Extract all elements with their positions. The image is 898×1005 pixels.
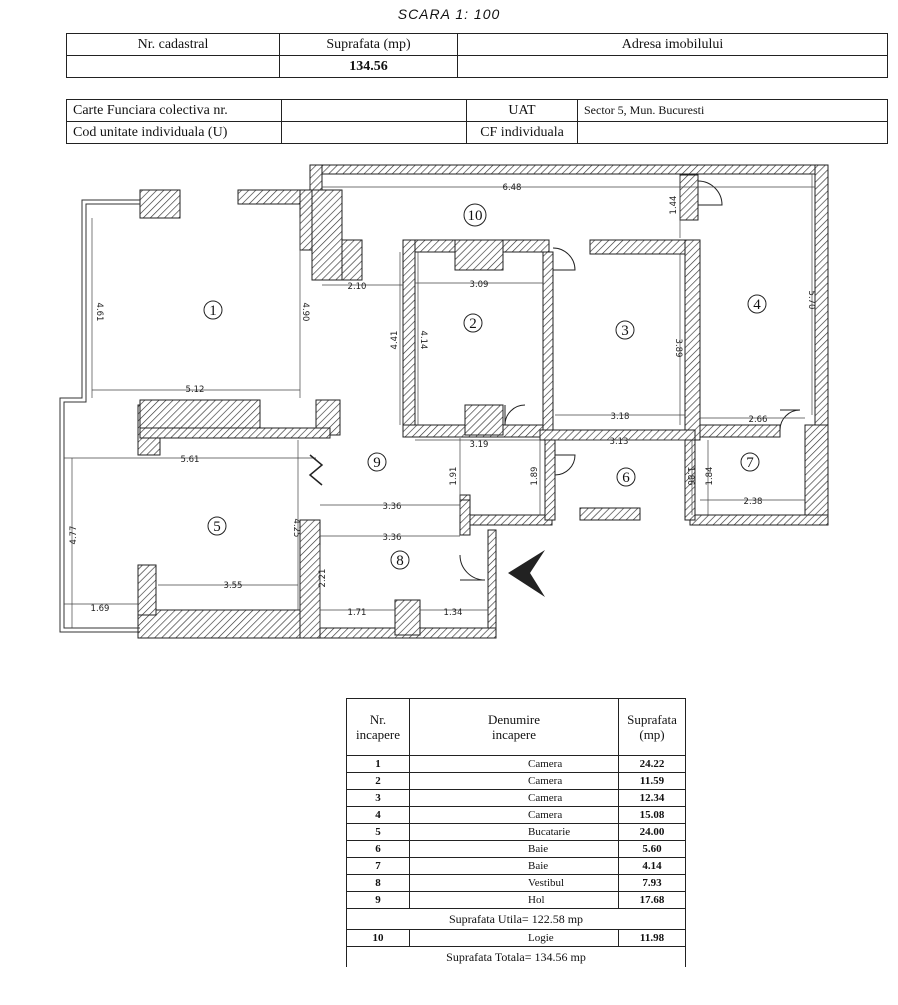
scale-label: SCARA 1: 100 <box>397 6 501 22</box>
room-name: Camera <box>410 790 619 807</box>
rooms-col-suprafata: Suprafata (mp) <box>619 699 686 756</box>
room-area: 7.93 <box>619 875 686 892</box>
dimension-label: 1.34 <box>443 608 463 618</box>
room-area: 11.59 <box>619 773 686 790</box>
dimension-label: 2.21 <box>318 568 328 588</box>
room-nr: 2 <box>347 773 410 790</box>
radiator-symbol <box>310 455 322 485</box>
room-number: 3 <box>621 323 629 339</box>
room-row <box>347 790 686 807</box>
dimension-label: 4.41 <box>390 330 400 350</box>
dimension-label: 3.18 <box>610 412 630 422</box>
room-row <box>347 892 686 909</box>
entrance-arrow-icon <box>508 550 545 597</box>
room-number: 5 <box>213 519 221 535</box>
room-name: Bucatarie <box>410 824 619 841</box>
walls <box>138 165 828 638</box>
dimension-label: 3.19 <box>469 440 489 450</box>
room-area: 15.08 <box>619 807 686 824</box>
room-area: 12.34 <box>619 790 686 807</box>
dimension-label: 5.61 <box>180 455 200 465</box>
room-name: Camera <box>410 773 619 790</box>
room-name: Camera <box>410 807 619 824</box>
room-name: Vestibul <box>410 875 619 892</box>
rooms-col-denumire: Denumire incapere <box>410 699 619 756</box>
loggia-nr: 10 <box>347 930 410 947</box>
dimension-label: 1.86 <box>685 466 695 486</box>
room-area: 4.14 <box>619 858 686 875</box>
room-row <box>347 756 686 773</box>
room-row <box>347 875 686 892</box>
room-row <box>347 841 686 858</box>
dimension-label: 2.38 <box>743 497 763 507</box>
suprafata-totala: Suprafata Totala= 134.56 mp <box>347 947 686 968</box>
room-number: 2 <box>469 316 477 332</box>
room-number: 4 <box>753 297 761 313</box>
dimension-label: 6.48 <box>502 183 522 193</box>
dimension-label: 1.91 <box>449 466 459 486</box>
adresa-header: Adresa imobilului <box>458 34 888 56</box>
room-nr: 4 <box>347 807 410 824</box>
room-number: 10 <box>467 208 483 224</box>
dimension-label: 1.89 <box>530 466 540 486</box>
room-row <box>347 858 686 875</box>
room-number: 9 <box>373 455 381 471</box>
room-area: 17.68 <box>619 892 686 909</box>
room-nr: 6 <box>347 841 410 858</box>
room-row <box>347 807 686 824</box>
dimension-label: 3.09 <box>469 280 489 290</box>
room-row <box>347 773 686 790</box>
room-nr: 5 <box>347 824 410 841</box>
dimension-label: 4.77 <box>69 525 79 545</box>
dimension-label: 3.36 <box>382 533 402 543</box>
cf-individuala-label: CF individuala <box>467 122 578 144</box>
room-area: 24.00 <box>619 824 686 841</box>
room-number: 6 <box>622 470 630 486</box>
rooms-col-nr: Nr. incapere <box>347 699 410 756</box>
room-number: 7 <box>746 455 754 471</box>
dimension-label: 4.90 <box>300 302 310 322</box>
nr-cadastral-header: Nr. cadastral <box>67 34 280 56</box>
dimension-label: 3.89 <box>673 338 683 358</box>
room-nr: 9 <box>347 892 410 909</box>
room-area: 24.22 <box>619 756 686 773</box>
dimension-label: 1.84 <box>705 466 715 486</box>
room-name: Baie <box>410 858 619 875</box>
room-nr: 8 <box>347 875 410 892</box>
uat-value: Sector 5, Mun. Bucuresti <box>578 100 888 122</box>
cod-unitate-label: Cod unitate individuala (U) <box>67 122 282 144</box>
room-nr: 3 <box>347 790 410 807</box>
dimension-label: 3.55 <box>223 581 243 591</box>
loggia-area: 11.98 <box>619 930 686 947</box>
room-name: Baie <box>410 841 619 858</box>
uat-label: UAT <box>467 100 578 122</box>
room-number: 8 <box>396 553 404 569</box>
dimension-label: 4.61 <box>94 302 104 322</box>
dimension-label: 3.36 <box>382 502 402 512</box>
suprafata-value: 134.56 <box>280 56 458 78</box>
dimension-label: 2.10 <box>347 282 367 292</box>
dimension-label: 4.14 <box>418 330 428 350</box>
dimension-label: 3.13 <box>609 437 629 447</box>
dimension-label: 5.70 <box>806 290 816 310</box>
room-nr: 1 <box>347 756 410 773</box>
room-row <box>347 824 686 841</box>
room-name: Camera <box>410 756 619 773</box>
dimension-label: 1.44 <box>669 195 679 215</box>
dimension-label: 1.71 <box>347 608 367 618</box>
suprafata-header: Suprafata (mp) <box>280 34 458 56</box>
rooms-table <box>346 698 686 967</box>
room-nr: 7 <box>347 858 410 875</box>
room-area: 5.60 <box>619 841 686 858</box>
dimension-label: 1.69 <box>90 604 110 614</box>
dimension-label: 4.25 <box>291 518 301 538</box>
dimension-label: 2.66 <box>748 415 768 425</box>
carte-funciara-label: Carte Funciara colectiva nr. <box>67 100 282 122</box>
suprafata-utila: Suprafata Utila= 122.58 mp <box>347 909 686 930</box>
loggia-name: Logie <box>410 930 619 947</box>
dimension-label: 5.12 <box>185 385 205 395</box>
room-number: 1 <box>209 303 217 319</box>
room-name: Hol <box>410 892 619 909</box>
